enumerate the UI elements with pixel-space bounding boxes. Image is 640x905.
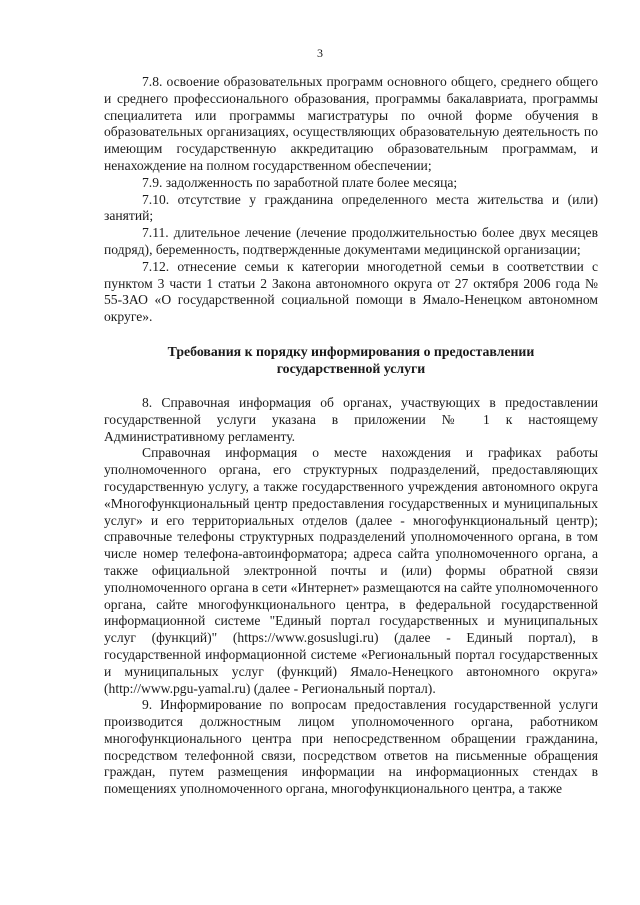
paragraph-7-11: 7.11. длительное лечение (лечение продолжительностью более двух месяцев подряд), беременность, подтвержденные документами медицинской организации;: [104, 225, 598, 257]
section-heading: [104, 343, 598, 377]
paragraph-8: 8. Справочная информация об органах, участвующих в предоставлении государственной услуги указана в приложении № 1 к настоящему Административному регламенту.: [104, 394, 598, 444]
paragraph-7-8: 7.8. освоение образовательных программ основного общего, среднего общего и среднего профессионального образования, программы бакалавриата, программы специалитета или программы магистратуры по очной форме обучения в образовательных организациях, осуществляющих образовательную деятельность по имеющим государственную аккредитацию образовательным программам, и ненахождение на полном государственном обеспечении;: [104, 74, 598, 173]
section-heading-line-2: государственной услуги: [276, 360, 426, 376]
paragraph-reference-info: Справочная информация о месте нахождения и графиках работы уполномоченного органа, его структурных подразделений, предоставляющих государственную услугу, а также государственного учреждения автономного округа «Многофункциональный центр предоставления государственных и муниципальных услуг» и его территориальных отделов (далее - многофункциональный центр); справочные телефоны структурных подразделений уполномоченного органа, в том числе номер телефона-автоинформатора; адреса сайта уполномоченного органа, а также официальной электронной почты и (или) формы обратной связи уполномоченного органа в сети «Интернет» размещаются на сайте уполномоченного органа, сайте многофункционального центра, в федеральной государственной информационной системе "Единый портал государственных и муниципальных услуг (функций)" (https://www.gosuslugi.ru) (далее - Единый портал), в государственной информационной системе «Региональный портал государственных и муниципальных услуг (функций) Ямало-Ненецкого автономного округа» (http://www.pgu-yamal.ru) (далее - Региональный портал).: [104, 445, 598, 696]
paragraph-7-10: 7.10. отсутствие у гражданина определенного места жительства и (или) занятий;: [104, 191, 598, 224]
document-body: [104, 74, 598, 798]
section-heading-line-1: Требования к порядку информирования о предоставлении: [167, 343, 535, 359]
paragraph-9: 9. Информирование по вопросам предоставления государственной услуги производится должностным лицом уполномоченного органа, работником многофункционального центра при непосредственном обращении гражданина, посредством телефонной связи, посредством ответов на письменные обращения граждан, путем размещения информации на информационных стендах в помещениях уполномоченного органа, многофункционального центра, а также: [104, 697, 598, 797]
page-number: 3: [317, 46, 323, 60]
paragraph-7-12: 7.12. отнесение семьи к категории многодетной семьи в соответствии с пунктом 3 части 1 статьи 2 Закона автономного округа от 27 октября 2006 года № 55-ЗАО «О государственной социальной помощи в Ямало-Ненецком автономном округе».: [104, 258, 598, 325]
paragraph-7-9: 7.9. задолженность по заработной плате более месяца;: [142, 174, 458, 190]
